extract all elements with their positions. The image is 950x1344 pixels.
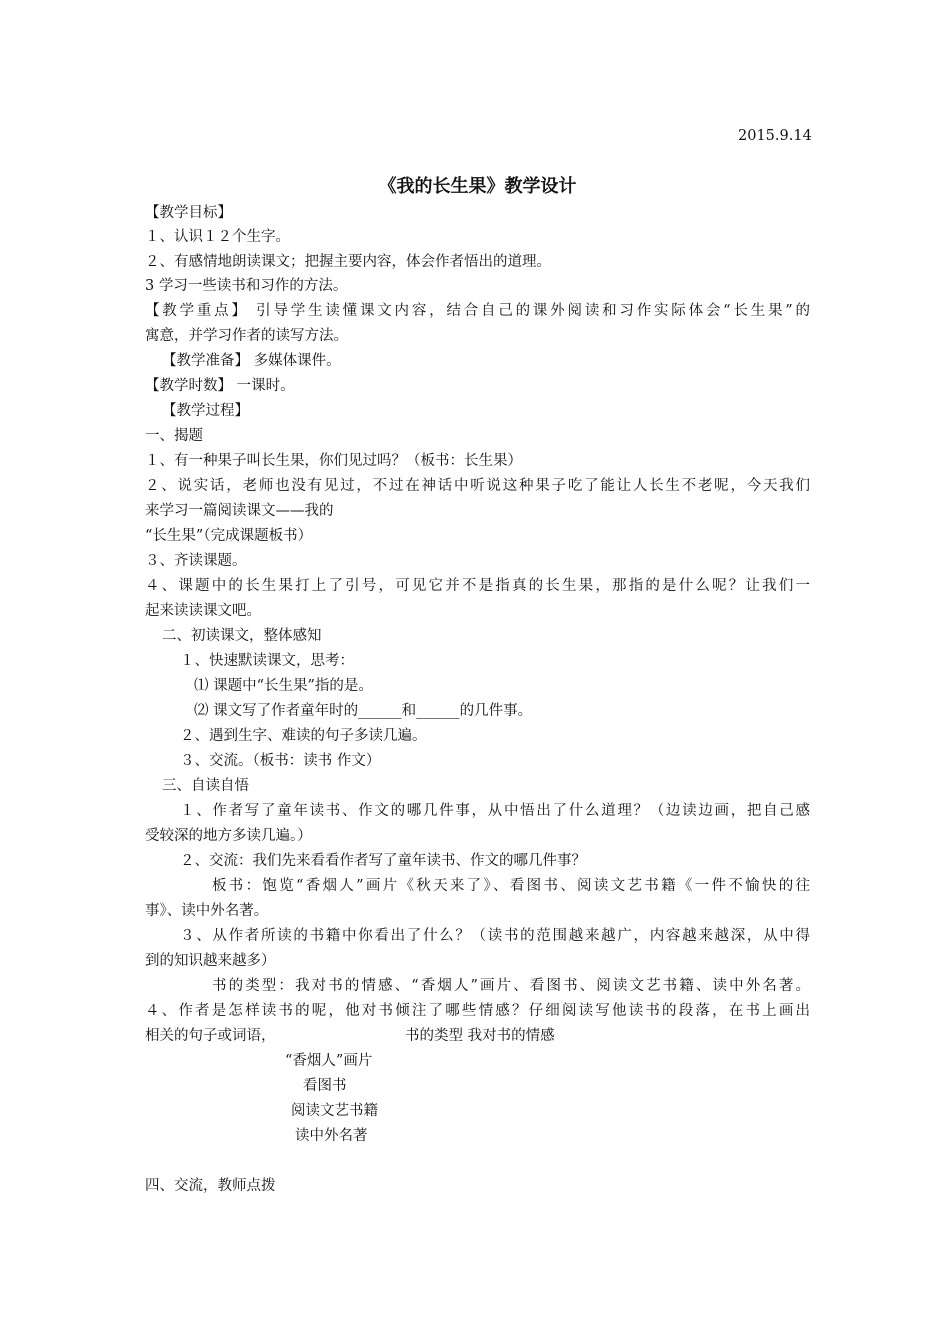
section-1-item-3: ３、齐读课题。 (145, 553, 247, 569)
table-row: 阅读文艺书籍 (291, 1103, 378, 1119)
section-1-item-4-line-2: 起来读读课文吧。 (145, 603, 261, 619)
section-2-item-2: ２、遇到生字、难读的句子多读几遍。 (180, 728, 427, 744)
section-1-heading: 一、揭题 (145, 428, 203, 444)
preparation: 【教学准备】 多媒体课件。 (162, 353, 341, 369)
section-2-item-3: ３、交流。（板书：读书 作文） (180, 753, 381, 769)
goal-2: ２、有感情地朗读课文；把握主要内容，体会作者悟出的道理。 (145, 254, 551, 270)
key-points-line-1: 【教学重点】 引导学生读懂课文内容，结合自己的课外阅读和习作实际体会“长生果”的 (145, 303, 810, 319)
section-1-item-4-line-1: ４、课题中的长生果打上了引号，可见它并不是指真的长生果，那指的是什么呢？让我们一 (145, 578, 810, 594)
section-1-item-1: １、有一种果子叫长生果，你们见过吗？（板书：长生果） (145, 453, 522, 469)
section-3-item-2: ２、交流：我们先来看看作者写了童年读书、作文的哪几件事？ (180, 853, 586, 869)
table-row: 看图书 (303, 1078, 347, 1094)
table-row: “香烟人”画片 (285, 1053, 373, 1069)
section-1-item-2-line-1: ２、说实话，老师也没有见过，不过在神话中听说这种果子吃了能让人长生不老呢，今天我们 (145, 478, 810, 494)
section-3-item-1-line-2: 受较深的地方多读几遍。） (145, 828, 312, 844)
section-4-heading: 四、交流，教师点拨 (145, 1178, 276, 1194)
section-2-item-1: １、快速默读课文，思考： (180, 653, 354, 669)
section-3-board-line-1: 板书：饱览“香烟人”画片《秋天来了》、看图书、阅读文艺书籍《一件不愉快的往 (212, 878, 810, 894)
table-header: 书的类型 我对书的情感 (405, 1028, 555, 1044)
section-3-item-3-line-2: 到的知识越来越多） (145, 953, 276, 969)
document-title: 《我的长生果》教学设计 (378, 176, 577, 197)
process-heading: 【教学过程】 (162, 403, 249, 419)
section-3-item-4-line-2: 相关的句子或词语， (145, 1028, 276, 1044)
goal-1: １、认识１２个生字。 (145, 229, 290, 245)
table-row: 读中外名著 (295, 1128, 368, 1144)
section-3-heading: 三、自读自悟 (162, 778, 249, 794)
section-3-item-4-line-1: ４、作者是怎样读书的呢，他对书倾注了哪些情感？仔细阅读写他读书的段落，在书上画出 (145, 1003, 810, 1019)
section-3-item-3-line-1: ３、从作者所读的书籍中你看出了什么？（读书的范围越来越广，内容越来越深，从中得 (180, 928, 810, 944)
section-1-item-2-line-3: “长生果”（完成课题板书） (145, 528, 313, 544)
goal-3: 3 学习一些读书和习作的方法。 (145, 278, 348, 294)
section-3-item-1-line-1: １、作者写了童年读书、作文的哪几件事，从中悟出了什么道理？（边读边画，把自己感 (180, 803, 810, 819)
key-points-line-2: 寓意，并学习作者的读写方法。 (145, 328, 348, 344)
section-2-question-2: ⑵ 课文写了作者童年时的______和______的几件事。 (194, 703, 533, 719)
section-3-board-line-2: 事》、读中外名著。 (145, 903, 269, 919)
section-3-book-types: 书的类型：我对书的情感、“香烟人”画片、看图书、阅读文艺书籍、读中外名著。 (212, 978, 810, 994)
section-2-heading: 二、初读课文，整体感知 (162, 628, 322, 644)
section-1-item-2-line-2: 来学习一篇阅读课文——我的 (145, 503, 334, 519)
section-2-question-1: ⑴ 课题中“长生果”指的是。 (194, 678, 373, 694)
class-hours: 【教学时数】 一课时。 (145, 378, 295, 394)
goals-heading: 【教学目标】 (145, 205, 232, 221)
date: 2015.9.14 (738, 128, 812, 144)
